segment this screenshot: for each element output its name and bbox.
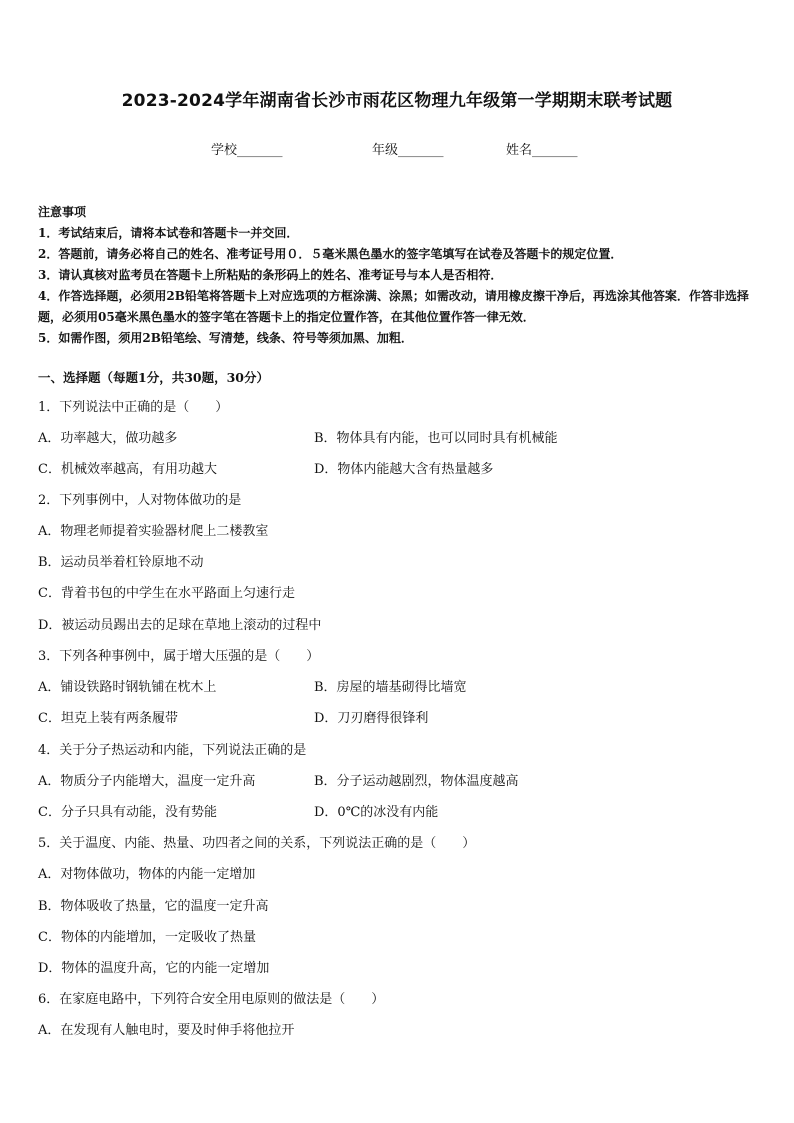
notes-block	[38, 202, 762, 349]
question-5-option-a: A．对物体做功，物体的内能一定增加	[38, 867, 256, 882]
question-6-stem: 6．在家庭电路中，下列符合安全用电原则的做法是（ ）	[38, 992, 385, 1007]
question-1-option-c: C．机械效率越高，有用功越大	[38, 462, 217, 477]
section-heading: 一、选择题（每题1分，共30题，30分）	[38, 370, 269, 385]
question-4-option-a: A．物质分子内能增大，温度一定升高	[38, 774, 256, 789]
question-2-option-c: C．背着书包的中学生在水平路面上匀速行走	[38, 586, 295, 601]
question-3-option-b: B．房屋的墙基砌得比墙宽	[314, 680, 467, 695]
question-3-stem: 3．下列各种事例中，属于增大压强的是（ ）	[38, 649, 320, 664]
question-2-option-a: A．物理老师提着实验器材爬上二楼教室	[38, 524, 269, 539]
note-item-4: 4．作答选择题，必须用2B铅笔将答题卡上对应选项的方框涂满、涂黑；如需改动，请用橡皮擦干净后，再选涂其他答案．作答非选择题，必须用05毫米黑色墨水的签字笔在答题卡上的指定位置作答，在其他位置作答一律无效．	[38, 289, 749, 324]
note-item-5: 5．如需作图，须用2B铅笔绘、写清楚，线条、符号等须加黑、加粗．	[38, 331, 413, 345]
question-4-stem: 4．关于分子热运动和内能，下列说法正确的是	[38, 743, 307, 758]
question-2-option-b: B．运动员举着杠铃原地不动	[38, 555, 204, 570]
question-6-option-a: A．在发现有人触电时，要及时伸手将他拉开	[38, 1023, 295, 1038]
question-1-option-d: D．物体内能越大含有热量越多	[314, 462, 494, 477]
note-item-3: 3．请认真核对监考员在答题卡上所粘贴的条形码上的姓名、准考证号与本人是否相符．	[38, 268, 503, 282]
question-1-option-a: A．功率越大，做功越多	[38, 431, 178, 446]
name-field[interactable]: 姓名_______	[506, 143, 578, 158]
question-4-option-b: B．分子运动越剧烈，物体温度越高	[314, 774, 519, 789]
question-2-stem: 2．下列事例中，人对物体做功的是	[38, 493, 242, 508]
school-field[interactable]: 学校_______	[211, 143, 283, 158]
question-5-stem: 5．关于温度、内能、热量、功四者之间的关系，下列说法正确的是（ ）	[38, 836, 476, 851]
question-2-option-d: D．被运动员踢出去的足球在草地上滚动的过程中	[38, 618, 322, 633]
question-1-stem: 1．下列说法中正确的是（ ）	[38, 400, 229, 415]
note-item-1: 1．考试结束后，请将本试卷和答题卡一并交回．	[38, 226, 299, 240]
question-5-option-d: D．物体的温度升高，它的内能一定增加	[38, 961, 270, 976]
notes-title: 注意事项	[38, 205, 87, 219]
question-3-option-a: A．铺设铁路时钢轨铺在枕木上	[38, 680, 217, 695]
question-5-option-b: B．物体吸收了热量，它的温度一定升高	[38, 899, 269, 914]
grade-field[interactable]: 年级_______	[372, 143, 444, 158]
question-4-option-d: D．0℃的冰没有内能	[314, 805, 439, 820]
exam-title: 2023-2024学年湖南省长沙市雨花区物理九年级第一学期期末联考试题	[121, 91, 673, 111]
question-3-option-c: C．坦克上装有两条履带	[38, 711, 178, 726]
question-3-option-d: D．刀刃磨得很锋利	[314, 711, 429, 726]
note-item-2: 2．答题前，请务必将自己的姓名、准考证号用０．５毫米黑色墨水的签字笔填写在试卷及答题卡的规定位置．	[38, 247, 623, 261]
question-4-option-c: C．分子只具有动能，没有势能	[38, 805, 217, 820]
question-5-option-c: C．物体的内能增加，一定吸收了热量	[38, 930, 256, 945]
question-1-option-b: B．物体具有内能，也可以同时具有机械能	[314, 431, 558, 446]
